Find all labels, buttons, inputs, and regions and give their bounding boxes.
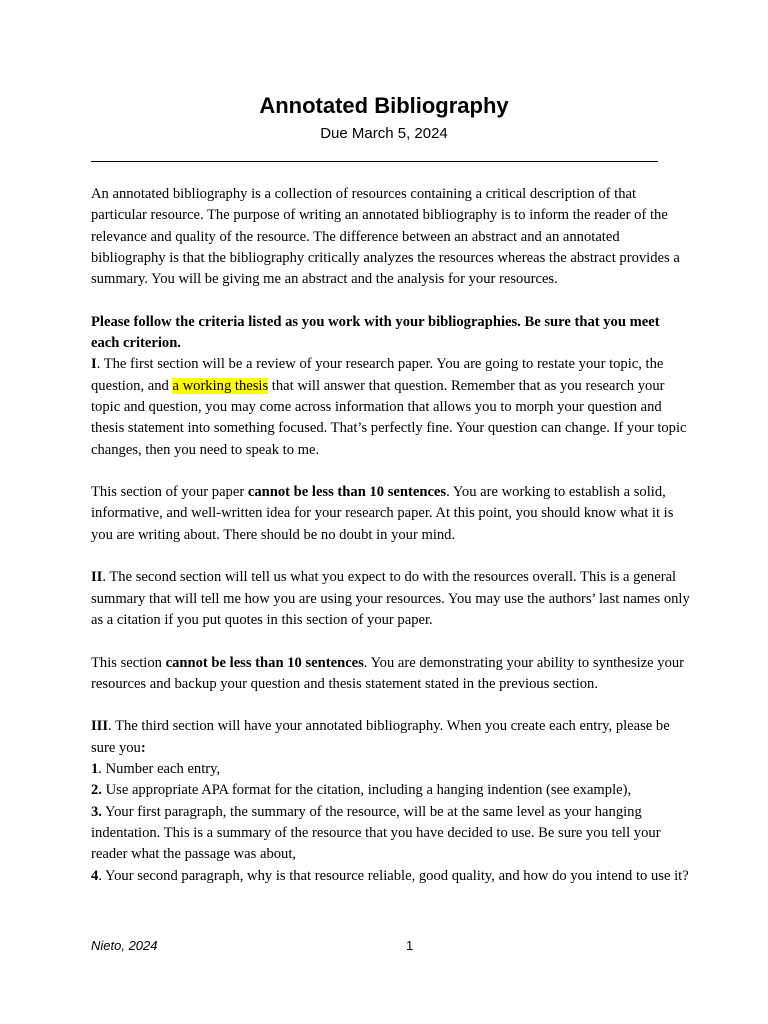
section-2-req-bold: cannot be less than 10 sentences	[165, 654, 364, 671]
section-2-req-after: . You are demonstrating your ability to synthesize your resources and backup your question and thesis statement stated in the previous section.	[91, 654, 685, 692]
due-date: Due March 5, 2024	[320, 125, 448, 142]
criteria-heading-text: Please follow the criteria listed as you work with your bibliographies. Be sure that you meet each criterion.	[91, 313, 660, 352]
intro-paragraph: An annotated bibliography is a collection of resources containing a critical description of that particular resource. The purpose of writing an annotated bibliography is to inform the reader of the relevance and quality of the resource. The difference between an abstract and an annotated bibliography is that the bibliography critically analyzes the resources whereas the abstract provides a summary. You will be giving me an abstract and the analysis for your resources.	[91, 186, 680, 288]
section-2-requirement	[91, 653, 691, 696]
section-1-req-before: This section of your paper	[91, 484, 248, 501]
working-thesis-highlight: a working thesis	[172, 377, 269, 394]
section-1-req-after: . You are working to establish a solid, informative, and well-written idea for your research paper. At this point, you should know what it is you are writing about. There should be no doubt in your mind.	[91, 484, 674, 543]
list-item-text: Your first paragraph, the summary of the resource, will be at the same level as your hanging indentation. This is a summary of the resource that you have decided to use. Be sure you tell your reader what the passage was about,	[91, 803, 661, 863]
header-rule	[91, 161, 658, 162]
list-item-number: 2.	[91, 782, 102, 799]
section-3-paragraph	[91, 716, 691, 759]
page-number: 1	[406, 938, 414, 953]
section-2-numeral: II	[91, 569, 103, 586]
list-item-number: 4	[91, 867, 99, 884]
section-1-paragraph	[91, 354, 691, 460]
section-2-text: . The second section will tell us what you expect to do with the resources overall. This is a general summary that will tell me how you are using your resources. You may use the authors’ last names only as a citation if you put quotes in this section of your paper.	[91, 569, 690, 628]
list-item	[91, 759, 691, 780]
list-item-text: . Your second paragraph, why is that resource reliable, good quality, and how do you intend to use it?	[98, 867, 689, 884]
document-body	[91, 184, 691, 887]
page-title: Annotated Bibliography	[259, 93, 509, 118]
section-1-requirement	[91, 482, 691, 546]
section-3-numeral: III	[91, 718, 109, 735]
section-1-text-before: . The first section will be a review of your research paper. You are going to restate your topic, the question, and	[91, 356, 664, 394]
footer-author: Nieto, 2024	[91, 938, 158, 953]
list-item-text: Use appropriate APA format for the citation, including a hanging indention (see example),	[101, 782, 632, 799]
list-item-text: . Number each entry,	[98, 761, 221, 778]
section-1-numeral: I	[91, 356, 97, 373]
list-item-number: 1	[91, 761, 99, 778]
section-3-text: . The third section will have your annotated bibliography. When you create each entry, please be sure you	[91, 718, 670, 756]
list-item	[91, 802, 691, 866]
list-item	[91, 780, 691, 801]
section-2-req-before: This section	[91, 654, 166, 671]
list-item	[91, 866, 691, 887]
section-1-req-bold: cannot be less than 10 sentences	[247, 484, 447, 501]
section-3-colon: :	[140, 739, 146, 756]
section-2-paragraph	[91, 567, 691, 631]
criteria-heading	[91, 312, 691, 355]
list-item-number: 3.	[91, 803, 102, 820]
section-1-text-after: that will answer that question. Remember that as you research your topic and question, you may come across information that allows you to morph your question and thesis statement into something focused. That’s perfectly fine. Your question can change. If your topic changes, then you need to speak to me.	[91, 377, 687, 458]
